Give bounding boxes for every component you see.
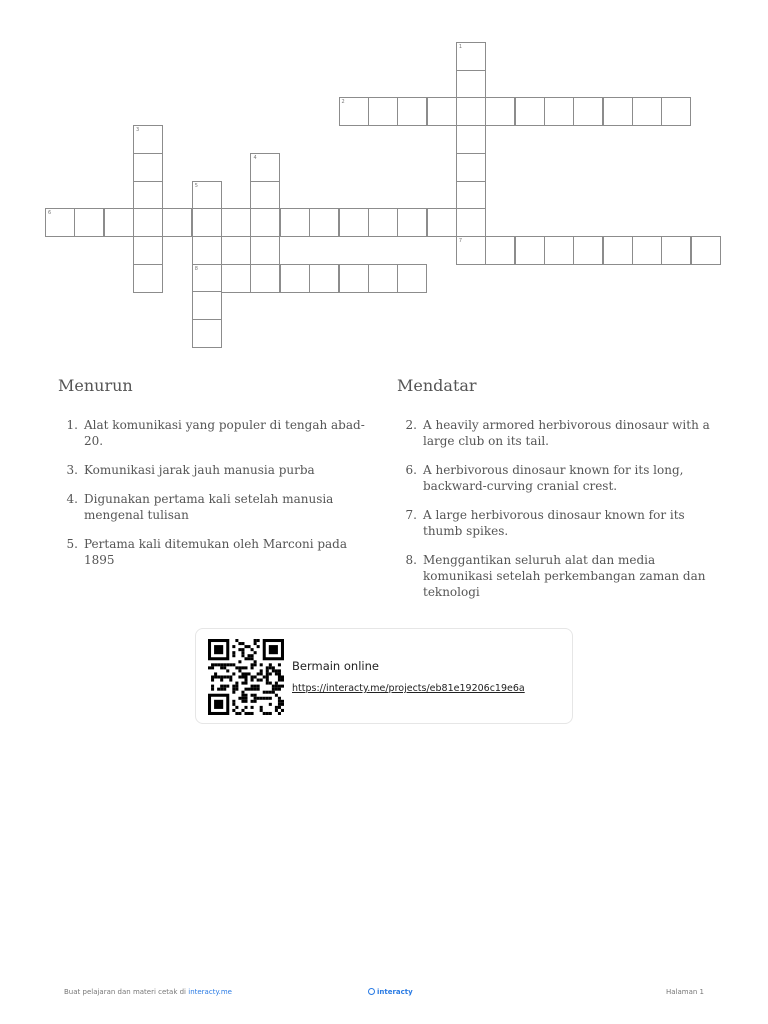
crossword-cell[interactable] xyxy=(573,236,603,265)
crossword-cell[interactable] xyxy=(280,208,310,237)
crossword-cell[interactable] xyxy=(192,208,222,237)
crossword-cell[interactable] xyxy=(192,291,222,320)
crossword-cell[interactable] xyxy=(632,236,662,265)
across-clues xyxy=(397,376,717,613)
crossword-cell[interactable] xyxy=(515,236,545,265)
interacty-logo-icon xyxy=(368,988,375,995)
clue-number: 7 xyxy=(458,237,463,244)
crossword-cell[interactable] xyxy=(485,97,515,126)
crossword-cell[interactable] xyxy=(427,208,457,237)
crossword-cell[interactable] xyxy=(632,97,662,126)
clue-number: 8 xyxy=(194,265,198,272)
crossword-cell[interactable] xyxy=(133,181,163,210)
crossword-cell[interactable] xyxy=(544,97,574,126)
crossword-cell[interactable] xyxy=(456,70,486,99)
crossword-cell[interactable] xyxy=(192,319,222,348)
crossword-cell[interactable] xyxy=(397,208,427,237)
crossword-cell[interactable] xyxy=(250,181,280,210)
crossword-cell[interactable] xyxy=(603,97,633,126)
crossword-cell[interactable] xyxy=(250,264,280,293)
crossword-grid xyxy=(0,0,768,330)
crossword-cell[interactable] xyxy=(192,236,222,265)
clue-number: 3 xyxy=(136,127,140,134)
crossword-cell[interactable] xyxy=(515,97,545,126)
clue-down-3: 3. Komunikasi jarak jauh manusia purba xyxy=(66,463,315,477)
clue-number: 4 xyxy=(253,154,257,161)
crossword-cell[interactable] xyxy=(250,236,280,265)
crossword-cell[interactable] xyxy=(456,42,486,71)
crossword-cell[interactable] xyxy=(368,208,398,237)
crossword-cell[interactable] xyxy=(221,264,251,293)
footer-brand: interacty xyxy=(368,988,413,996)
crossword-cell[interactable] xyxy=(45,208,75,237)
play-online-card xyxy=(195,628,573,724)
clue-across-8: 8. Menggantikan seluruh alat dan media komunikasi setelah perkembangan zaman dan teknologi xyxy=(405,553,706,599)
crossword-cell[interactable] xyxy=(544,236,574,265)
crossword-cell[interactable] xyxy=(133,208,163,237)
clue-down-1: 1. Alat komunikasi yang populer di tengah abad-20. xyxy=(66,418,365,448)
play-online-link[interactable]: https://interacty.me/projects/eb81e19206c19e6a xyxy=(292,683,525,694)
crossword-cell[interactable] xyxy=(456,236,486,265)
clue-number: 6 xyxy=(48,210,52,217)
crossword-cell[interactable] xyxy=(573,97,603,126)
qr-code-icon[interactable] xyxy=(208,639,284,715)
crossword-cell[interactable] xyxy=(339,97,369,126)
clue-across-2: 2. A heavily armored herbivorous dinosaur with a large club on its tail. xyxy=(405,418,710,448)
footer-left: Buat pelajaran dan materi cetak di interacty.me xyxy=(64,988,232,996)
crossword-cell[interactable] xyxy=(456,181,486,210)
crossword-cell[interactable] xyxy=(250,208,280,237)
crossword-cell[interactable] xyxy=(162,208,192,237)
crossword-cell[interactable] xyxy=(250,153,280,182)
crossword-cell[interactable] xyxy=(133,236,163,265)
crossword-cell[interactable] xyxy=(339,208,369,237)
crossword-cell[interactable] xyxy=(133,264,163,293)
clue-across-7: 7. A large herbivorous dinosaur known for its thumb spikes. xyxy=(405,508,685,538)
crossword-cell[interactable] xyxy=(133,125,163,154)
across-heading: Mendatar xyxy=(397,376,477,395)
clue-down-5: 5. Pertama kali ditemukan oleh Marconi pada 1895 xyxy=(66,537,348,567)
crossword-cell[interactable] xyxy=(661,97,691,126)
clue-number: 5 xyxy=(194,182,198,189)
crossword-cell[interactable] xyxy=(427,97,457,126)
crossword-cell[interactable] xyxy=(339,264,369,293)
crossword-cell[interactable] xyxy=(280,264,310,293)
clue-across-6: 6. A herbivorous dinosaur known for its long, backward-curving cranial crest. xyxy=(405,463,684,493)
crossword-cell[interactable] xyxy=(397,264,427,293)
crossword-cell[interactable] xyxy=(456,208,486,237)
crossword-cell[interactable] xyxy=(485,236,515,265)
crossword-cell[interactable] xyxy=(309,208,339,237)
crossword-cell[interactable] xyxy=(104,208,134,237)
crossword-cell[interactable] xyxy=(456,125,486,154)
crossword-cell[interactable] xyxy=(456,153,486,182)
clue-down-4: 4. Digunakan pertama kali setelah manusia mengenal tulisan xyxy=(66,492,334,522)
clue-number: 2 xyxy=(341,99,345,106)
crossword-cell[interactable] xyxy=(309,264,339,293)
crossword-cell[interactable] xyxy=(661,236,691,265)
crossword-cell[interactable] xyxy=(192,181,222,210)
crossword-cell[interactable] xyxy=(456,97,486,126)
crossword-cell[interactable] xyxy=(192,264,222,293)
crossword-cell[interactable] xyxy=(221,208,251,237)
crossword-cell[interactable] xyxy=(691,236,721,265)
footer-page-number: Halaman 1 xyxy=(665,988,704,996)
down-heading: Menurun xyxy=(58,376,133,395)
down-clues xyxy=(58,376,368,581)
crossword-cell[interactable] xyxy=(368,97,398,126)
crossword-cell[interactable] xyxy=(397,97,427,126)
play-online-title: Bermain online xyxy=(292,659,379,673)
footer-link[interactable]: interacty.me xyxy=(188,988,232,996)
crossword-cell[interactable] xyxy=(603,236,633,265)
clue-number: 1 xyxy=(458,44,463,50)
crossword-cell[interactable] xyxy=(74,208,104,237)
crossword-cell[interactable] xyxy=(133,153,163,182)
crossword-cell[interactable] xyxy=(368,264,398,293)
